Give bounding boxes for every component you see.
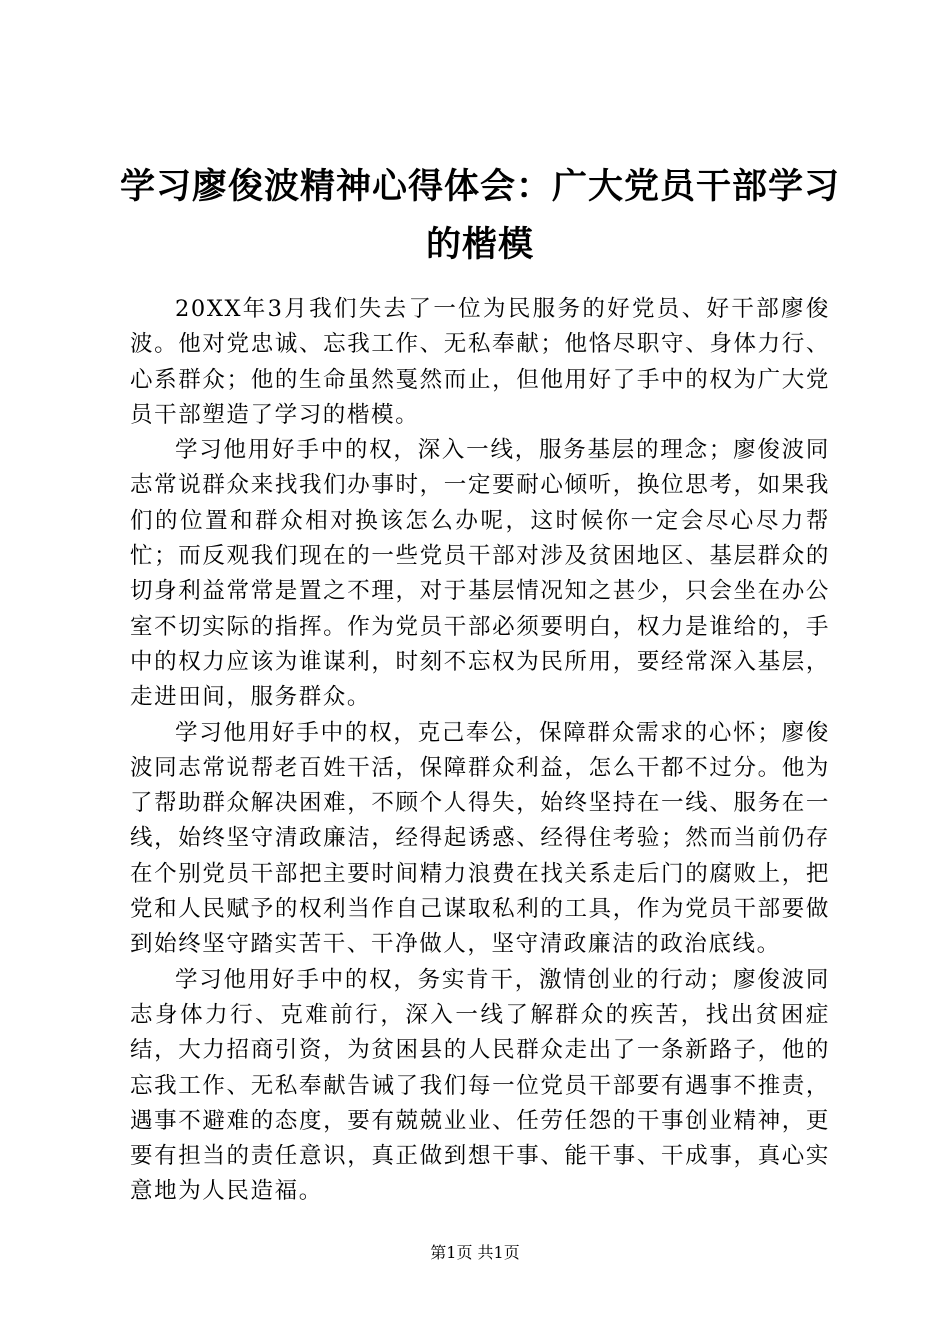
paragraph-3: 学习他用好手中的权，克己奉公，保障群众需求的心怀；廖俊波同志常说帮老百姓干活，保障群众利益，怎么干都不过分。他为了帮助群众解决困难，不顾个人得失，始终坚持在一线、服务在一线，始终坚守清政廉洁，经得起诱惑、经得住考验；然而当前仍存在个别党员干部把主要时间精力浪费在找关系走后门的腐败上，把党和人民赋予的权利当作自己谋取私利的工具，作为党员干部要做到始终坚守踏实苦干、干净做人，坚守清政廉洁的政治底线。	[130, 719, 830, 958]
page-footer: 第1页 共1页	[430, 1243, 520, 1262]
document-title: 学习廖俊波精神心得体会：广大党员干部学习的楷模	[120, 166, 841, 265]
document-body	[130, 292, 830, 1210]
paragraph-1: 20XX年3月我们失去了一位为民服务的好党员、好干部廖俊波。他对党忠诚、忘我工作、无私奉献；他恪尽职守、身体力行、心系群众；他的生命虽然戛然而止，但他用好了手中的权为广大党员干部塑造了学习的楷模。	[130, 296, 830, 428]
paragraph-2: 学习他用好手中的权，深入一线，服务基层的理念；廖俊波同志常说群众来找我们办事时，一定要耐心倾听，换位思考，如果我们的位置和群众相对换该怎么办呢，这时候你一定会尽心尽力帮忙；而反观我们现在的一些党员干部对涉及贫困地区、基层群众的切身利益常常是置之不理，对于基层情况知之甚少，只会坐在办公室不切实际的指挥。作为党员干部必须要明白，权力是谁给的，手中的权力应该为谁谋利，时刻不忘权为民所用，要经常深入基层，走进田间，服务群众。	[130, 437, 830, 711]
paragraph-4: 学习他用好手中的权，务实肯干，激情创业的行动；廖俊波同志身体力行、克难前行，深入一线了解群众的疾苦，找出贫困症结，大力招商引资，为贫困县的人民群众走出了一条新路子，他的忘我工作、无私奉献告诫了我们每一位党员干部要有遇事不推责，遇事不避难的态度，要有兢兢业业、任劳任怨的干事创业精神，更要有担当的责任意识，真正做到想干事、能干事、干成事，真心实意地为人民造福。	[130, 966, 830, 1205]
